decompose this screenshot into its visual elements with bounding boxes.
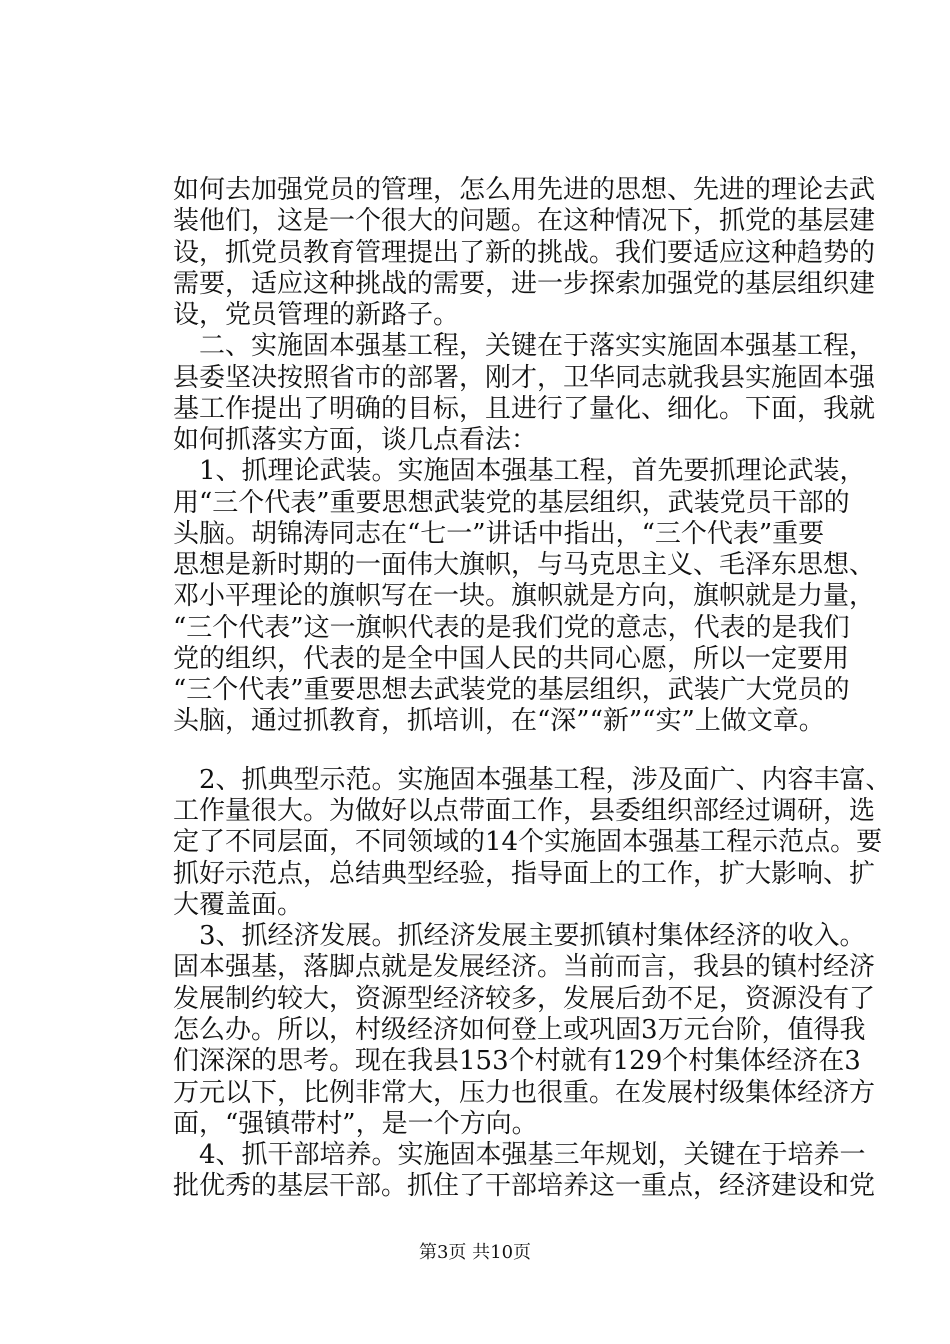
text-line: 党的组织，代表的是全中国人民的共同心愿，所以一定要用	[173, 644, 850, 674]
text-line: 如何去加强党员的管理，怎么用先进的思想、先进的理论去武	[173, 175, 876, 205]
text-line: 基工作提出了明确的目标，且进行了量化、细化。下面，我就	[173, 394, 876, 424]
text-line: 需要，适应这种挑战的需要，进一步探索加强党的基层组织建	[173, 269, 876, 299]
text-line: 怎么办。所以，村级经济如何登上或巩固3万元台阶，值得我	[173, 1015, 866, 1045]
text-line: “三个代表”这一旗帜代表的是我们党的意志，代表的是我们	[173, 613, 850, 643]
text-line: 4、抓干部培养。实施固本强基三年规划，关键在于培养一	[173, 1140, 866, 1170]
text-line: 1、抓理论武装。实施固本强基工程，首先要抓理论武装，	[173, 456, 866, 486]
text-line: 工作量很大。为做好以点带面工作，县委组织部经过调研，选	[173, 796, 876, 826]
text-line: 2、抓典型示范。实施固本强基工程，涉及面广、内容丰富、	[173, 765, 892, 795]
text-line: 头脑。胡锦涛同志在“七一”讲话中指出，“三个代表”重要	[173, 519, 825, 549]
text-line: 万元以下，比例非常大，压力也很重。在发展村级集体经济方	[173, 1078, 876, 1108]
text-line: 设，党员管理的新路子。	[173, 300, 460, 330]
text-line: 装他们，这是一个很大的问题。在这种情况下，抓党的基层建	[173, 206, 876, 236]
text-line: 面，“强镇带村”，是一个方向。	[173, 1109, 538, 1139]
text-line: 们深深的思考。现在我县153个村就有129个村集体经济在3	[173, 1046, 861, 1076]
text-line: 头脑，通过抓教育，抓培训，在“深”“新”“实”上做文章。	[173, 706, 825, 736]
text-line: 县委坚决按照省市的部署，刚才，卫华同志就我县实施固本强	[173, 363, 876, 393]
text-line: 抓好示范点，总结典型经验，指导面上的工作，扩大影响、扩	[173, 859, 876, 889]
text-line: 3、抓经济发展。抓经济发展主要抓镇村集体经济的收入。	[173, 921, 866, 951]
text-line: 用“三个代表”重要思想武装党的基层组织，武装党员干部的	[173, 488, 850, 518]
page-footer: 第3页 共10页	[418, 1242, 532, 1263]
text-line: 大覆盖面。	[173, 890, 304, 920]
text-line: 思想是新时期的一面伟大旗帜，与马克思主义、毛泽东思想、	[173, 550, 876, 580]
text-line: 邓小平理论的旗帜写在一块。旗帜就是方向，旗帜就是力量，	[173, 581, 876, 611]
text-line: 批优秀的基层干部。抓住了干部培养这一重点，经济建设和党	[173, 1171, 876, 1201]
text-line: 发展制约较大，资源型经济较多，发展后劲不足，资源没有了	[173, 984, 876, 1014]
text-line: 二、实施固本强基工程，关键在于落实实施固本强基工程，	[173, 331, 876, 361]
text-line: 定了不同层面，不同领域的14个实施固本强基工程示范点。要	[173, 827, 883, 857]
text-line: 设，抓党员教育管理提出了新的挑战。我们要适应这种趋势的	[173, 238, 876, 268]
text-line: “三个代表”重要思想去武装党的基层组织，武装广大党员的	[173, 675, 850, 705]
text-line: 如何抓落实方面，谈几点看法：	[173, 425, 538, 455]
text-line: 固本强基，落脚点就是发展经济。当前而言，我县的镇村经济	[173, 952, 876, 982]
